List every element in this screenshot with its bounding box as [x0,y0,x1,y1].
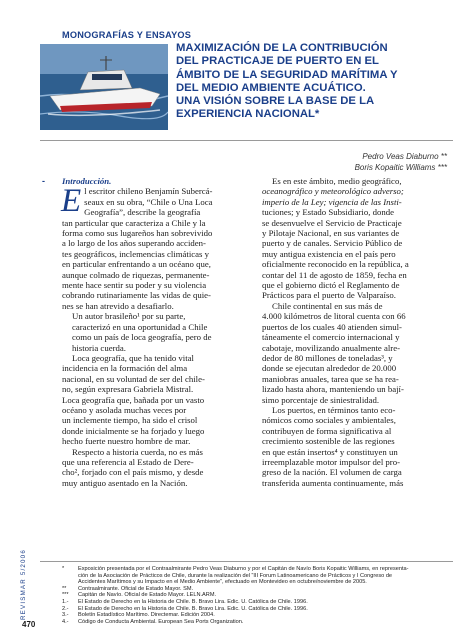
page-number: 470 [22,620,36,629]
paragraph: E l escritor chileno Benjamín Subercá- seaux en su obra, “Chile o Una Loca Geografía”, describe la geografía tan particular que caracteriza a Chile y la forma como sus lugareños han sobrevivido a lo largo de los años superando acciden- tes geográficos, inclemencias climáticas y en particular enfrentando a un océano que, aunque colmado de riquezas, permanente- mente hace sentir su poder y su violencia cobrando rutinariamente las vidas de quie- nes se han atrevido a desafiarlo. [61,183,213,311]
title-line: UNA VISIÓN SOBRE LA BASE DE LA [176,95,375,108]
authors [355,152,447,173]
article-title [176,42,460,122]
drop-cap: E [61,183,82,220]
footnotes [62,566,450,625]
right-column [262,176,450,488]
author: Boris Kopaitic Williams *** [354,162,447,172]
footnote: 3.- Boletín Estadístico Marítimo. Directemar. Edición 2004. [62,612,215,619]
paragraph: Loca geografía, que ha tenido vital incidencia en la formación del alma nacional, en su voluntad de ser del chile- no, según expresara Gabriela Mistral. Loca geografía que, bañada por un vasto océano y asolada muchas veces por un inclemente tiempo, ha sido el crisol donde inicialmente se ha forjado y luego hecho fuerte nuestro hombre de mar. [62,352,205,447]
title-line: DEL PRACTICAJE DE PUERTO EN EL [176,55,379,68]
paragraph: Chile continental en sus más de 4.000 kilómetros de litoral cuenta con 66 puertos de los cuales 40 atienden simul- táneamente el comercio internacional y cabotaje, movilizando anualmente alre- dedor de 80 millones de toneladas³, y donde se ejecutan alrededor de 20.000 maniobras anuales, tarea que se ha rea- lizado hasta ahora, manteniendo un bají- simo porcentaje de siniestralidad. [262,300,406,405]
footnote: 4.- Código de Conducta Ambiental. European Sea Ports Organization. [62,618,244,625]
title-line: ÁMBITO DE LA SEGURIDAD MARÍTIMA Y [176,68,398,81]
footnote: *** Capitán de Navío. Oficial de Estado Mayor. LELN.ARM. [62,592,217,599]
paragraph: Es en este ámbito, medio geográfico, oceanográfico y meteorológico adverso; imperio de la Ley; vigencia de las Insti- tuciones; y Estado Subsidiario, donde se desenvuelve el Servicio de Practicaje y Pilotaje Nacional, en sus variantes de puerto y de canales. Servicio Público de muy antigua existencia en el país pero oficialmente reconocido en la república, a contar del 11 de agosto de 1859, fecha en que el gobierno dictó el Reglamento de Prácticos para el puerto de Valparaíso. [262,176,409,301]
footnote: 2.- El Estado de Derecho en la Historia de Chile. B. Bravo Lira. Edic. U. Católica de Chile. 1996. [62,605,308,612]
footnote: 1.- El Estado de Derecho en la Historia de Chile. B. Bravo Lira. Edic. U. Católica de Chile. 1996. [62,598,308,605]
footnote-divider [40,561,453,562]
divider [40,140,453,141]
sidebar-journal-label: REVISMAR 5/2006 [20,549,27,620]
footnote: * Exposición presentada por el Contraalmirante Pedro Veas Diaburno y por el Capitán de Navío Boris Kopaitic Williams, en representa- ción de la Asociación de Prácticos de Chile, durante la realización del “III Forum Latinoamericano de Prácticos y I Congreso de Accidentes Marítimos y su Impacto en el Medio Ambiente”, efectuado en Montevideo en octubre/noviembre de 2005. [62,566,409,586]
paragraph: Los puertos, en términos tanto eco- nómicos como sociales y ambientales, contribuyen de forma significativa al crecimiento sostenible de las regiones en que están insertos⁴ y constituyen un irreemplazable motor impulsor del pro- greso de la nación. El volumen de carga transferida aumenta continuamente, más [262,404,404,488]
section-label: MONOGRAFÍAS Y ENSAYOS [62,30,192,40]
footnote: ** Contraalmirante. Oficial de Estado Mayor. SM. [62,585,194,592]
author: Pedro Veas Diaburno ** [362,152,447,161]
title-line: EXPERIENCIA NACIONAL* [176,108,320,121]
title-line: DEL MEDIO AMBIENTE ACUÁTICO. [176,81,366,94]
title-line: MAXIMIZACIÓN DE LA CONTRIBUCIÓN [176,42,388,54]
section-heading: Introducción. [62,176,112,186]
heading-bullet: - [42,176,45,186]
paragraph: Un autor brasileño¹ por su parte, caracterizó en una oportunidad a Chile como un país de loca geografía, pero de historia cuerda. [72,311,212,353]
left-column [62,176,250,488]
paragraph: Respecto a historia cuerda, no es más que una referencia al Estado de Dere- cho², forjado con el país mismo, y desde muy antiguo asentado en la Nación. [62,446,204,488]
pilot-boat-photo [40,44,168,130]
